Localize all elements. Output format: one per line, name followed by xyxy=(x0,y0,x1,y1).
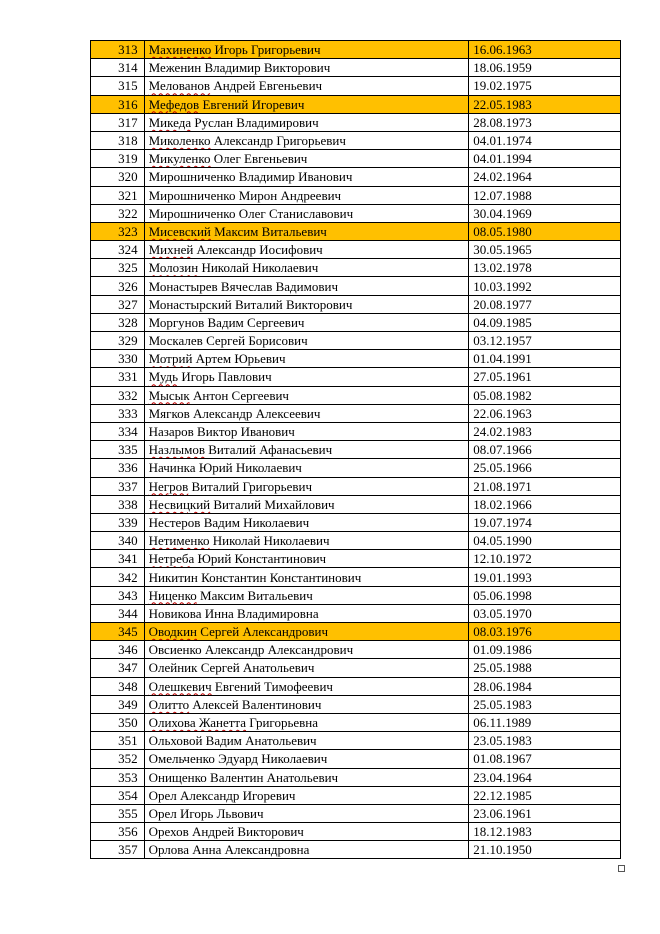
row-number: 314 xyxy=(91,59,145,77)
table-row xyxy=(91,713,621,731)
table-row xyxy=(91,150,621,168)
surname: Ольховой xyxy=(148,733,203,749)
table-row xyxy=(91,695,621,713)
row-number: 320 xyxy=(91,168,145,186)
table-row xyxy=(91,459,621,477)
row-number: 313 xyxy=(91,41,145,59)
row-number: 328 xyxy=(91,313,145,331)
given-names: Андрей Евгеньевич xyxy=(210,78,323,94)
row-number: 347 xyxy=(91,659,145,677)
birth-date: 28.08.1973 xyxy=(469,113,621,131)
surname: Михней xyxy=(148,242,194,258)
given-names: Игорь Павлович xyxy=(178,369,272,385)
surname: Нетреба xyxy=(148,551,195,567)
full-name-cell xyxy=(144,77,469,95)
row-number: 344 xyxy=(91,604,145,622)
surname: Мирошниченко xyxy=(148,169,236,185)
people-table xyxy=(90,40,621,859)
surname: Ниценко xyxy=(148,587,197,603)
given-names: Олег Станиславович xyxy=(235,205,354,221)
full-name-cell xyxy=(144,113,469,131)
given-names: Григорьевна xyxy=(246,715,319,731)
full-name-cell xyxy=(144,513,469,531)
table-row xyxy=(91,568,621,586)
birth-date: 04.05.1990 xyxy=(469,532,621,550)
surname: Омельченко xyxy=(148,751,215,767)
table-row xyxy=(91,332,621,350)
full-name-cell xyxy=(144,168,469,186)
surname: Мысык xyxy=(148,387,190,403)
given-names: Юрий Константинович xyxy=(194,551,327,567)
surname: Мирошниченко xyxy=(148,205,236,221)
table-row xyxy=(91,41,621,59)
given-names: Вадим Анатольевич xyxy=(202,733,317,749)
surname: Мелованов xyxy=(148,78,211,94)
full-name-cell xyxy=(144,59,469,77)
birth-date: 19.01.1993 xyxy=(469,568,621,586)
full-name-cell xyxy=(144,404,469,422)
table-row xyxy=(91,768,621,786)
row-number: 327 xyxy=(91,295,145,313)
row-number: 342 xyxy=(91,568,145,586)
surname: Олешкевич xyxy=(148,678,212,694)
given-names: Алексей Валентинович xyxy=(189,696,322,712)
full-name-cell xyxy=(144,786,469,804)
table-row xyxy=(91,222,621,240)
surname: Оводкин xyxy=(148,624,198,640)
table-row xyxy=(91,186,621,204)
given-names: Антон Сергеевич xyxy=(189,387,289,403)
full-name-cell xyxy=(144,604,469,622)
given-names: Владимир Викторович xyxy=(201,60,331,76)
row-number: 345 xyxy=(91,623,145,641)
row-number: 325 xyxy=(91,259,145,277)
row-number: 316 xyxy=(91,95,145,113)
full-name-cell xyxy=(144,259,469,277)
given-names: Вадим Сергеевич xyxy=(204,314,305,330)
full-name-cell xyxy=(144,441,469,459)
row-number: 351 xyxy=(91,732,145,750)
row-number: 355 xyxy=(91,804,145,822)
birth-date: 27.05.1961 xyxy=(469,368,621,386)
row-number: 349 xyxy=(91,695,145,713)
table-row xyxy=(91,677,621,695)
surname: Монастырский xyxy=(148,296,232,312)
given-names: Анна Александровна xyxy=(189,842,310,858)
surname: Микуленко xyxy=(148,151,211,167)
birth-date: 22.06.1963 xyxy=(469,404,621,422)
given-names: Николай Николаевич xyxy=(209,533,330,549)
full-name-cell xyxy=(144,332,469,350)
table-row xyxy=(91,659,621,677)
table-row xyxy=(91,750,621,768)
birth-date: 25.05.1988 xyxy=(469,659,621,677)
surname: Моргунов xyxy=(148,314,205,330)
full-name-cell xyxy=(144,459,469,477)
full-name-cell xyxy=(144,659,469,677)
given-names: Вячеслав Вадимович xyxy=(217,278,338,294)
given-names: Мирон Андреевич xyxy=(235,187,342,203)
birth-date: 18.02.1966 xyxy=(469,495,621,513)
table-row xyxy=(91,241,621,259)
row-number: 343 xyxy=(91,586,145,604)
birth-date: 12.10.1972 xyxy=(469,550,621,568)
table-row xyxy=(91,586,621,604)
surname: Онищенко xyxy=(148,769,207,785)
birth-date: 20.08.1977 xyxy=(469,295,621,313)
birth-date: 19.07.1974 xyxy=(469,513,621,531)
given-names: Инна Владимировна xyxy=(201,605,319,621)
birth-date: 03.05.1970 xyxy=(469,604,621,622)
surname: Москалев xyxy=(148,333,203,349)
table-row xyxy=(91,259,621,277)
full-name-cell xyxy=(144,732,469,750)
row-number: 338 xyxy=(91,495,145,513)
full-name-cell xyxy=(144,768,469,786)
surname: Орел xyxy=(148,805,177,821)
given-names: Николай Николаевич xyxy=(198,260,319,276)
table-row xyxy=(91,841,621,859)
full-name-cell xyxy=(144,568,469,586)
row-number: 339 xyxy=(91,513,145,531)
row-number: 330 xyxy=(91,350,145,368)
surname: Молозин xyxy=(148,260,199,276)
table-row xyxy=(91,477,621,495)
table-row xyxy=(91,350,621,368)
full-name-cell xyxy=(144,750,469,768)
table-row xyxy=(91,95,621,113)
row-number: 326 xyxy=(91,277,145,295)
birth-date: 23.06.1961 xyxy=(469,804,621,822)
full-name-cell xyxy=(144,186,469,204)
row-number: 341 xyxy=(91,550,145,568)
table-row xyxy=(91,131,621,149)
birth-date: 05.08.1982 xyxy=(469,386,621,404)
birth-date: 01.08.1967 xyxy=(469,750,621,768)
birth-date: 04.01.1994 xyxy=(469,150,621,168)
table-row xyxy=(91,513,621,531)
given-names: Артем Юрьевич xyxy=(192,351,286,367)
table-row xyxy=(91,422,621,440)
surname: Мягков xyxy=(148,405,190,421)
full-name-cell xyxy=(144,386,469,404)
surname: Меженин xyxy=(148,60,202,76)
birth-date: 01.09.1986 xyxy=(469,641,621,659)
given-names: Андрей Викторович xyxy=(188,824,304,840)
full-name-cell xyxy=(144,422,469,440)
row-number: 333 xyxy=(91,404,145,422)
row-number: 346 xyxy=(91,641,145,659)
surname: Овсиенко xyxy=(148,642,202,658)
row-number: 319 xyxy=(91,150,145,168)
table-row xyxy=(91,204,621,222)
given-names: Олег Евгеньевич xyxy=(210,151,308,167)
full-name-cell xyxy=(144,477,469,495)
full-name-cell xyxy=(144,295,469,313)
row-number: 356 xyxy=(91,823,145,841)
given-names: Максим Витальевич xyxy=(196,587,313,603)
surname: Мотрий xyxy=(148,351,193,367)
table-row xyxy=(91,386,621,404)
given-names: Виталий Григорьевич xyxy=(188,478,312,494)
table-row xyxy=(91,313,621,331)
birth-date: 28.06.1984 xyxy=(469,677,621,695)
given-names: Виктор Иванович xyxy=(193,424,295,440)
row-number: 352 xyxy=(91,750,145,768)
row-number: 357 xyxy=(91,841,145,859)
birth-date: 16.06.1963 xyxy=(469,41,621,59)
birth-date: 03.12.1957 xyxy=(469,332,621,350)
given-names: Константин Константинович xyxy=(197,569,362,585)
surname: Назаров xyxy=(148,424,194,440)
birth-date: 25.05.1966 xyxy=(469,459,621,477)
surname: Нетименко xyxy=(148,533,210,549)
table-row xyxy=(91,532,621,550)
row-number: 322 xyxy=(91,204,145,222)
table-resize-handle[interactable] xyxy=(618,865,625,872)
given-names: Игорь Львович xyxy=(176,805,264,821)
table-row xyxy=(91,168,621,186)
table-row xyxy=(91,59,621,77)
row-number: 318 xyxy=(91,131,145,149)
birth-date: 30.04.1969 xyxy=(469,204,621,222)
birth-date: 06.11.1989 xyxy=(469,713,621,731)
table-row xyxy=(91,641,621,659)
table-row xyxy=(91,786,621,804)
row-number: 336 xyxy=(91,459,145,477)
given-names: Александр Алексеевич xyxy=(189,405,321,421)
table-row xyxy=(91,368,621,386)
row-number: 332 xyxy=(91,386,145,404)
birth-date: 30.05.1965 xyxy=(469,241,621,259)
given-names: Валентин Анатольевич xyxy=(206,769,339,785)
given-names: Руслан Владимирович xyxy=(191,114,319,130)
surname: Орел xyxy=(148,787,177,803)
surname: Негров xyxy=(148,478,189,494)
given-names: Вадим Николаевич xyxy=(200,514,310,530)
given-names: Игорь Григорьевич xyxy=(211,42,321,58)
birth-date: 25.05.1983 xyxy=(469,695,621,713)
given-names: Максим Витальевич xyxy=(210,223,327,239)
full-name-cell xyxy=(144,623,469,641)
surname: Нестеров xyxy=(148,514,201,530)
given-names: Сергей Борисович xyxy=(202,333,308,349)
given-names: Сергей Александрович xyxy=(197,624,329,640)
surname: Начинка xyxy=(148,460,196,476)
full-name-cell xyxy=(144,368,469,386)
table-row xyxy=(91,295,621,313)
full-name-cell xyxy=(144,131,469,149)
birth-date: 01.04.1991 xyxy=(469,350,621,368)
full-name-cell xyxy=(144,804,469,822)
row-number: 324 xyxy=(91,241,145,259)
full-name-cell xyxy=(144,677,469,695)
full-name-cell xyxy=(144,204,469,222)
row-number: 334 xyxy=(91,422,145,440)
table-row xyxy=(91,823,621,841)
full-name-cell xyxy=(144,713,469,731)
birth-date: 24.02.1964 xyxy=(469,168,621,186)
full-name-cell xyxy=(144,823,469,841)
row-number: 323 xyxy=(91,222,145,240)
birth-date: 05.06.1998 xyxy=(469,586,621,604)
given-names: Виталий Викторович xyxy=(231,296,353,312)
given-names: Александр Игоревич xyxy=(176,787,296,803)
surname: Миколенко xyxy=(148,133,211,149)
table-row xyxy=(91,804,621,822)
given-names: Эдуард Николаевич xyxy=(214,751,328,767)
birth-date: 04.09.1985 xyxy=(469,313,621,331)
surname: Орлова xyxy=(148,842,190,858)
full-name-cell xyxy=(144,841,469,859)
birth-date: 18.12.1983 xyxy=(469,823,621,841)
surname: Махиненко xyxy=(148,42,212,58)
birth-date: 10.03.1992 xyxy=(469,277,621,295)
given-names: Александр Александрович xyxy=(201,642,354,658)
table-body xyxy=(91,41,621,859)
table-row xyxy=(91,277,621,295)
birth-date: 19.02.1975 xyxy=(469,77,621,95)
surname: Олихова Жанетта xyxy=(148,715,247,731)
full-name-cell xyxy=(144,313,469,331)
row-number: 348 xyxy=(91,677,145,695)
full-name-cell xyxy=(144,222,469,240)
surname: Мефедов xyxy=(148,96,200,112)
full-name-cell xyxy=(144,550,469,568)
row-number: 331 xyxy=(91,368,145,386)
birth-date: 21.10.1950 xyxy=(469,841,621,859)
row-number: 315 xyxy=(91,77,145,95)
given-names: Сергей Анатольевич xyxy=(197,660,315,676)
row-number: 335 xyxy=(91,441,145,459)
birth-date: 23.05.1983 xyxy=(469,732,621,750)
full-name-cell xyxy=(144,277,469,295)
row-number: 350 xyxy=(91,713,145,731)
surname: Монастырев xyxy=(148,278,218,294)
surname: Мирошниченко xyxy=(148,187,236,203)
full-name-cell xyxy=(144,495,469,513)
surname: Олитто xyxy=(148,696,190,712)
birth-date: 13.02.1978 xyxy=(469,259,621,277)
given-names: Евгений Тимофеевич xyxy=(211,678,333,694)
table-row xyxy=(91,732,621,750)
surname: Олейник xyxy=(148,660,198,676)
row-number: 353 xyxy=(91,768,145,786)
birth-date: 08.05.1980 xyxy=(469,222,621,240)
row-number: 317 xyxy=(91,113,145,131)
birth-date: 22.05.1983 xyxy=(469,95,621,113)
given-names: Юрий Николаевич xyxy=(195,460,302,476)
birth-date: 04.01.1974 xyxy=(469,131,621,149)
given-names: Евгений Игоревич xyxy=(199,96,305,112)
full-name-cell xyxy=(144,641,469,659)
full-name-cell xyxy=(144,586,469,604)
row-number: 354 xyxy=(91,786,145,804)
row-number: 329 xyxy=(91,332,145,350)
birth-date: 22.12.1985 xyxy=(469,786,621,804)
table-row xyxy=(91,113,621,131)
surname: Микеда xyxy=(148,114,192,130)
given-names: Владимир Иванович xyxy=(235,169,353,185)
table-row xyxy=(91,441,621,459)
table-row xyxy=(91,404,621,422)
full-name-cell xyxy=(144,150,469,168)
full-name-cell xyxy=(144,532,469,550)
birth-date: 24.02.1983 xyxy=(469,422,621,440)
given-names: Виталий Михайлович xyxy=(210,496,335,512)
given-names: Виталий Афанасьевич xyxy=(204,442,333,458)
birth-date: 23.04.1964 xyxy=(469,768,621,786)
table-row xyxy=(91,550,621,568)
table-row xyxy=(91,623,621,641)
surname: Несвицкий xyxy=(148,496,211,512)
row-number: 337 xyxy=(91,477,145,495)
table-row xyxy=(91,77,621,95)
surname: Орехов xyxy=(148,824,189,840)
table-row xyxy=(91,604,621,622)
given-names: Александр Григорьевич xyxy=(210,133,346,149)
birth-date: 08.03.1976 xyxy=(469,623,621,641)
full-name-cell xyxy=(144,241,469,259)
full-name-cell xyxy=(144,350,469,368)
birth-date: 12.07.1988 xyxy=(469,186,621,204)
birth-date: 08.07.1966 xyxy=(469,441,621,459)
full-name-cell xyxy=(144,695,469,713)
surname: Никитин xyxy=(148,569,198,585)
full-name-cell xyxy=(144,41,469,59)
birth-date: 21.08.1971 xyxy=(469,477,621,495)
surname: Мудь xyxy=(148,369,179,385)
surname: Назлымов xyxy=(148,442,205,458)
row-number: 340 xyxy=(91,532,145,550)
row-number: 321 xyxy=(91,186,145,204)
table-row xyxy=(91,495,621,513)
surname: Новикова xyxy=(148,605,202,621)
surname: Мисевский xyxy=(148,223,211,239)
birth-date: 18.06.1959 xyxy=(469,59,621,77)
given-names: Александр Иосифович xyxy=(193,242,323,258)
full-name-cell xyxy=(144,95,469,113)
